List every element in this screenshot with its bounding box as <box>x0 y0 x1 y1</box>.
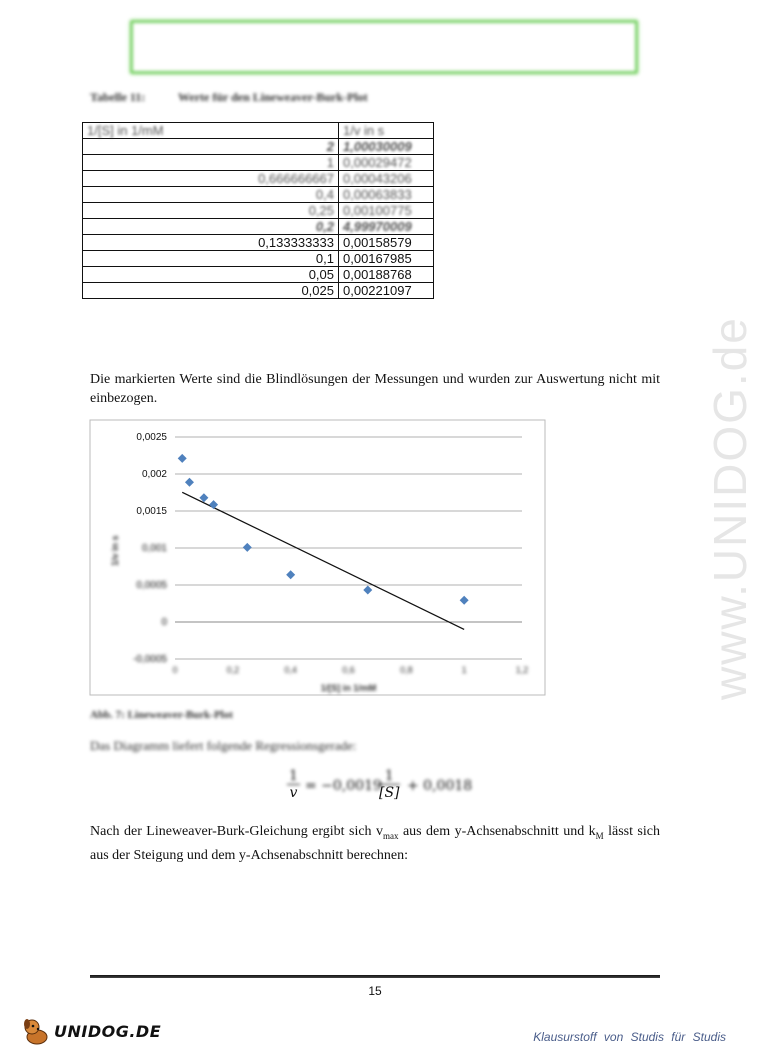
table-cell: 0,05 <box>83 267 339 283</box>
y-tick-label: 0,001 <box>141 543 167 554</box>
intercept-term: + 0,0018 <box>407 778 473 794</box>
table-cell: 2 <box>83 139 339 155</box>
x-tick-label: 0 <box>172 665 178 675</box>
table-cell: 4,99970009 <box>339 219 434 235</box>
x-axis-label: 1/[S] in 1/mM <box>320 683 377 693</box>
y-tick-label: 0,0025 <box>136 432 167 443</box>
table-row <box>83 283 434 299</box>
table-caption-title: Werte für den Lineweaver-Burk-Plot <box>178 90 368 104</box>
table-cell: 0,00158579 <box>339 235 434 251</box>
lhs-numerator: 1 <box>289 768 298 784</box>
y-tick-label: -0,0005 <box>133 654 167 665</box>
x-tick-label: 0,2 <box>226 665 240 675</box>
table-header: 1/[S] in 1/mM <box>83 123 339 139</box>
table-cell: 0,00221097 <box>339 283 434 299</box>
table-cell: 0,2 <box>83 219 339 235</box>
table-cell: 1,00030009 <box>339 139 434 155</box>
rhs-denominator: [S] <box>379 785 400 801</box>
regression-intro: Das Diagramm liefert folgende Regressionsgerade: <box>90 738 357 753</box>
watermark: www.UNIDOG.de <box>704 316 756 700</box>
table-cell: 0,00043206 <box>339 171 434 187</box>
paragraph-vmax-km: Nach der Lineweaver-Burk-Gleichung ergibt sich $v_{max}$ aus dem y-Achsenabschnitt und $k_M$ lässt sich aus der Steigung und dem y-Achsenabschnitt berechnen: <box>90 824 660 863</box>
table-cell: 0,133333333 <box>83 235 339 251</box>
table-cell: 0,25 <box>83 203 339 219</box>
y-tick-label: 0,002 <box>141 469 167 480</box>
table-row <box>83 203 434 219</box>
table-row <box>83 267 434 283</box>
regression-formula <box>287 768 487 808</box>
table-caption <box>90 90 398 105</box>
slope-term: = −0,0019 <box>305 778 382 794</box>
lhs-fraction <box>287 768 300 801</box>
table-row <box>83 155 434 171</box>
unidog-logo <box>22 1016 161 1046</box>
table-cell: 0,00167985 <box>339 251 434 267</box>
table-header: 1/v in s <box>339 123 434 139</box>
table-row <box>83 235 434 251</box>
table-row <box>83 251 434 267</box>
table-row <box>83 139 434 155</box>
table-cell: 0,00063833 <box>339 187 434 203</box>
logo-text: UNIDOG.DE <box>54 1021 162 1041</box>
rhs-fraction <box>379 768 400 801</box>
table-cell: 0,00188768 <box>339 267 434 283</box>
table-cell: 0,666666667 <box>83 171 339 187</box>
table-row <box>83 219 434 235</box>
values-table <box>82 122 434 299</box>
table-cell: 0,025 <box>83 283 339 299</box>
footer-tagline: Klausurstoff von Studis für Studis <box>533 1030 726 1044</box>
table-row <box>83 187 434 203</box>
lineweaver-burk-chart <box>90 420 546 696</box>
y-tick-label: 0 <box>161 617 167 628</box>
x-tick-label: 0,8 <box>400 665 413 675</box>
paragraph-blank-note: Die markierten Werte sind die Blindlösungen der Messungen und wurden zur Auswertung nicht mit einbezogen. <box>90 372 660 406</box>
figure-caption: Abb. 7: Lineweaver-Burk-Plot <box>90 709 233 721</box>
table-caption-label: Tabelle 11: <box>90 90 146 104</box>
table-cell: 0,00100775 <box>339 203 434 219</box>
dog-icon <box>22 1016 50 1046</box>
footer-rule <box>90 975 660 978</box>
lhs-denominator: v <box>289 785 298 801</box>
rhs-numerator: 1 <box>379 768 400 785</box>
table-cell: 0,4 <box>83 187 339 203</box>
x-tick-label: 0,4 <box>284 665 297 675</box>
x-tick-label: 1,2 <box>515 665 529 675</box>
table-cell: 0,1 <box>83 251 339 267</box>
x-tick-label: 0,6 <box>342 665 355 675</box>
table-cell: 1 <box>83 155 339 171</box>
table-row <box>83 171 434 187</box>
x-tick-label: 1 <box>461 665 467 675</box>
y-tick-label: 0,0005 <box>136 580 167 591</box>
table-cell: 0,00029472 <box>339 155 434 171</box>
y-axis-label: 1/v in s <box>110 535 120 566</box>
highlight-box <box>130 20 638 74</box>
y-tick-label: 0,0015 <box>136 506 167 517</box>
page-number: 15 <box>368 984 382 998</box>
